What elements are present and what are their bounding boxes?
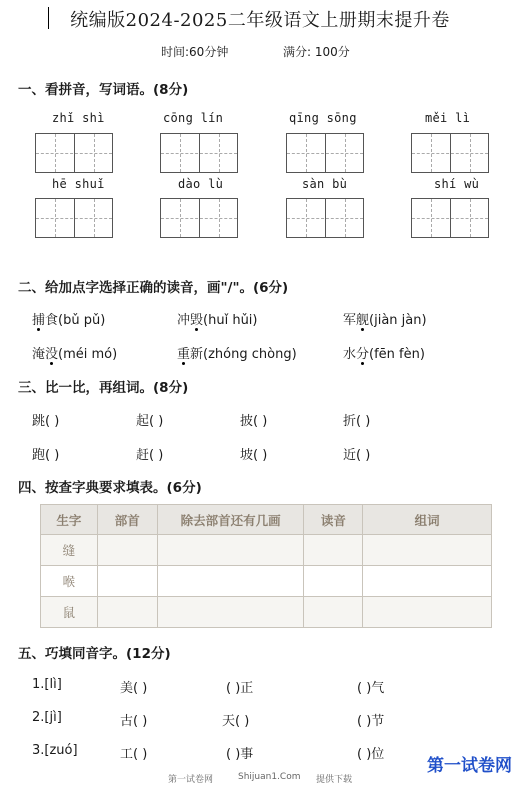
homophone-label: 1.[lì] bbox=[32, 677, 62, 692]
pinyin-6: dào lù bbox=[178, 177, 224, 191]
section-4-heading: 四、按查字典要求填表。(6分) bbox=[18, 480, 202, 496]
answer-cell[interactable] bbox=[157, 597, 304, 628]
footer-site-name: 第一试卷网 bbox=[168, 775, 214, 785]
section-1-heading: 一、看拼音，写词语。(8分) bbox=[18, 82, 189, 98]
section-2-heading: 二、给加点字选择正确的读音，画"/"。(6分) bbox=[18, 280, 289, 296]
table-header: 组词 bbox=[363, 505, 492, 535]
homophone-blank: 工( ) bbox=[120, 747, 148, 762]
compare-item: 跑( ) bbox=[32, 448, 60, 463]
homophone-label: 3.[zuó] bbox=[32, 743, 78, 758]
footer-site-url: Shijuan1.Com bbox=[238, 772, 301, 782]
reading-item: 重新(zhóng chòng) bbox=[177, 343, 297, 362]
table-header: 读音 bbox=[304, 505, 363, 535]
pinyin-4: měi lì bbox=[425, 111, 471, 125]
pinyin-2: cōng lín bbox=[163, 111, 224, 125]
writing-grid[interactable] bbox=[411, 133, 489, 173]
pinyin-3: qīng sōng bbox=[289, 111, 357, 125]
pinyin-5: hē shuǐ bbox=[52, 177, 105, 191]
answer-cell[interactable] bbox=[157, 566, 304, 597]
table-row bbox=[41, 535, 492, 566]
homophone-label: 2.[jì] bbox=[32, 710, 62, 725]
reading-item: 冲毁(huǐ hǔi) bbox=[177, 309, 258, 328]
table-header: 生字 bbox=[41, 505, 98, 535]
pinyin-1: zhǐ shì bbox=[52, 111, 105, 125]
homophone-blank: ( )事 bbox=[226, 747, 254, 762]
homophone-blank: 古( ) bbox=[120, 714, 148, 729]
answer-cell[interactable] bbox=[97, 535, 157, 566]
compare-item: 近( ) bbox=[343, 448, 371, 463]
table-header: 部首 bbox=[97, 505, 157, 535]
compare-item: 披( ) bbox=[240, 414, 268, 429]
compare-item: 折( ) bbox=[343, 414, 371, 429]
page-title: 统编版2024-2025二年级语文上册期末提升卷 bbox=[70, 10, 450, 31]
homophone-blank: ( )正 bbox=[226, 681, 254, 696]
writing-grid[interactable] bbox=[411, 198, 489, 238]
table-row bbox=[41, 597, 492, 628]
writing-grid[interactable] bbox=[160, 198, 238, 238]
table-header: 除去部首还有几画 bbox=[157, 505, 304, 535]
homophone-blank: ( )节 bbox=[357, 714, 385, 729]
pinyin-8: shí wù bbox=[434, 177, 480, 191]
homophone-blank: 天( ) bbox=[222, 714, 250, 729]
footer-download-text: 提供下载 bbox=[316, 775, 353, 785]
homophone-blank: ( )位 bbox=[357, 747, 385, 762]
answer-cell[interactable] bbox=[304, 597, 363, 628]
writing-grid[interactable] bbox=[35, 133, 113, 173]
compare-item: 跳( ) bbox=[32, 414, 60, 429]
pinyin-7: sàn bù bbox=[302, 177, 348, 191]
section-3-heading: 三、比一比，再组词。(8分) bbox=[18, 380, 189, 396]
brand-watermark: 第一试卷网 bbox=[427, 756, 512, 776]
answer-cell[interactable] bbox=[363, 535, 492, 566]
char-cell: 喉 bbox=[41, 566, 98, 597]
compare-item: 赶( ) bbox=[136, 448, 164, 463]
answer-cell[interactable] bbox=[97, 566, 157, 597]
table-row bbox=[41, 566, 492, 597]
compare-item: 坡( ) bbox=[240, 448, 268, 463]
char-cell: 缝 bbox=[41, 535, 98, 566]
answer-cell[interactable] bbox=[363, 597, 492, 628]
answer-cell[interactable] bbox=[97, 597, 157, 628]
dictionary-table bbox=[40, 504, 492, 628]
score-label: 满分: 100分 bbox=[283, 45, 350, 59]
time-label: 时间:60分钟 bbox=[161, 45, 229, 59]
reading-item: 军舰(jiàn jàn) bbox=[343, 309, 427, 328]
writing-grid[interactable] bbox=[35, 198, 113, 238]
writing-grid[interactable] bbox=[160, 133, 238, 173]
answer-cell[interactable] bbox=[157, 535, 304, 566]
writing-grid[interactable] bbox=[286, 133, 364, 173]
homophone-blank: 美( ) bbox=[120, 681, 148, 696]
answer-cell[interactable] bbox=[363, 566, 492, 597]
answer-cell[interactable] bbox=[304, 535, 363, 566]
homophone-blank: ( )气 bbox=[357, 681, 385, 696]
writing-grid[interactable] bbox=[286, 198, 364, 238]
char-cell: 鼠 bbox=[41, 597, 98, 628]
reading-item: 捕食(bǔ pǔ) bbox=[32, 309, 105, 328]
reading-item: 水分(fēn fèn) bbox=[343, 343, 425, 362]
answer-cell[interactable] bbox=[304, 566, 363, 597]
compare-item: 起( ) bbox=[136, 414, 164, 429]
reading-item: 淹没(méi mó) bbox=[32, 343, 117, 362]
section-5-heading: 五、巧填同音字。(12分) bbox=[18, 646, 171, 662]
